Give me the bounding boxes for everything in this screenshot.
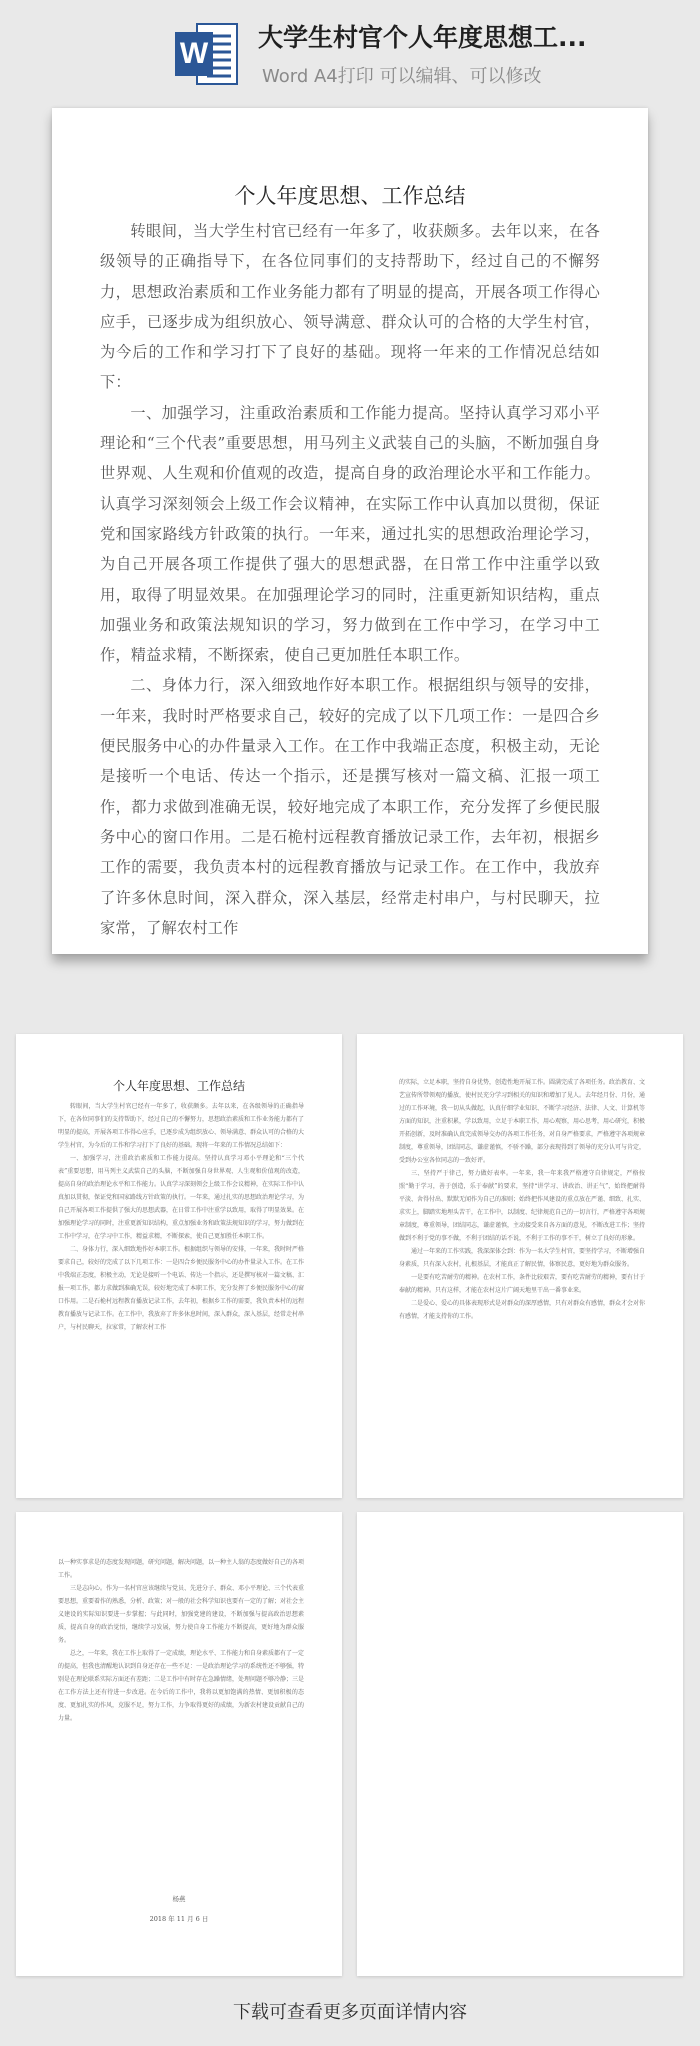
document-subtitle: Word A4打印 可以编辑、可以修改 xyxy=(262,66,542,87)
word-icon xyxy=(175,20,239,88)
thumbnail-paragraph: 转眼间，当大学生村官已经有一年多了，收获颇多。去年以来，在各级领导的正确指导下，在各位同事们的支持帮助下，经过自己的不懈努力，思想政治素质和工作业务能力都有了明显的提高，开展各项工作得心应手，已逐步成为组织放心、领导满意、群众认可的合格的大学生村官，为今后的工作和学习打下了良好的基础。现将一年来的工作情况总结如下： xyxy=(58,1103,304,1149)
document-preview-page xyxy=(52,108,648,954)
header xyxy=(0,0,700,100)
thumbnail-text xyxy=(399,1076,645,1476)
thumbnail-text xyxy=(58,1100,304,1480)
thumbnail-paragraph: 二、身体力行，深入细致地作好本职工作。根据组织与领导的安排，一年来，我时时严格要求自己，较好的完成了以下几项工作：一是四合乡便民服务中心的办件量录入工作。在工作中我端正态度，积极主动，无论是接听一个电话、传达一个指示，还是撰写核对一篇文稿、汇报一项工作，都力求做到准确无误，较好地完成了本职工作，充分发挥了乡便民服务中心的窗口作用。二是石桅村远程教育播放记录工作，去年初，根据乡工作的需要，我负责本村的远程教育播放与记录工作。在工作中，我放弃了许多休息时间，深入群众，深入基层，经常走村串户，与村民聊天，拉家常，了解农村工作 xyxy=(58,1246,304,1331)
page-title: 个人年度思想、工作总结 xyxy=(234,184,466,208)
signature-date: 2018 年 11 月 6 日 xyxy=(149,1915,209,1923)
page-thumbnail-1[interactable] xyxy=(16,1034,342,1498)
word-icon-letter: W xyxy=(179,37,209,70)
thumbnail-paragraph: 三、坚持严于律己，努力做好表率。一年来，我一年来我严格遵守自律规定，严格按照“勤于学习，善于创造，乐于奉献”的要求，坚持“讲学习、讲政治、讲正气”，始终把耐得平淡、舍得付出、默默无闻作为自己的准则；始终把作风建设的重点放在严谨、细致、扎实、求实上，脚踏实地埋头苦干，在工作中，以制度、纪律规范自己的一切言行，严格遵守各项规章制度，尊重领导，团结同志，谦虚谨慎，主动接受来自各方面的意见，不断改进工作；坚持做到不利于党的事不做，不利于团结的话不说，不利于工作的事不干，树立了良好的形象。 xyxy=(399,1170,645,1242)
thumbnail-paragraph: 一、加强学习，注重政治素质和工作能力提高。坚持认真学习邓小平理论和“三个代表”重要思想，用马列主义武装自己的头脑，不断加强自身世界观、人生观和价值观的改造，提高自身的政治理论水平和工作能力。认真学习深刻领会上级工作会议精神，在实际工作中认真加以贯彻，保证党和国家路线方针政策的执行。一年来，通过扎实的思想政治理论学习，为自己开展各项工作提供了强大的思想武器，在日常工作中注重学以致用，取得了明显效果。在加强理论学习的同时，注重更新知识结构，重点加强业务和政策法规知识的学习，努力做到在工作中学习，在学习中工作，精益求精，不断探索，使自己更加胜任本职工作。 xyxy=(58,1155,304,1240)
thumbnail-paragraph: 的实际，立足本职，坚持自身优势，创造性地开展工作。圆满完成了各项任务。政治教育、文艺宣传所带领观的播放，使村民充分学习到相关的知识和增加了见人。去年经月份、月份，通过的工作环境，我一切从头做起，认真仔细学业知识、不断学习经济、法律、人文、计算机等方面的知识，注重积累，学以致用，立足于本职工作，用心观察，用心思考，用心研究，积极开拓创新，及时准确认真完成领导交办的各项工作任务，对自身严格要求，严格遵守各项规章制度，尊重领导，团结同志，谦虚谨慎，不骄不躁，部分表现得到了领导的充分认可与肯定，受到办公室各位同志的一致好评。 xyxy=(399,1079,645,1164)
thumbnail-paragraph: 以一种实事求是的态度发现问题，研究问题，解决问题，以一种主人翁的态度做好自己的各项工作。 xyxy=(58,1559,304,1579)
paragraph: 转眼间，当大学生村官已经有一年多了，收获颇多。去年以来，在各级领导的正确指导下，在各位同事们的支持帮助下，经过自己的不懈努力，思想政治素质和工作业务能力都有了明显的提高，开展各项工作得心应手，已逐步成为组织放心、领导满意、群众认可的合格的大学生村官，为今后的工作和学习打下了良好的基础。现将一年来的工作情况总结如下： xyxy=(100,222,600,392)
page-thumbnail-2[interactable] xyxy=(357,1034,683,1498)
signature-name: 杨燕 xyxy=(172,1895,186,1903)
thumbnail-paragraph: 总之，一年来，我在工作上取得了一定成绩，理论水平、工作能力和自身素质都有了一定的提高，但我也清醒地认识到自身还存在一些不足：一是政治理论学习的系统性还不够强，特别是在理论联系实际方面还有差距；二是工作中有时存在急躁情绪，处理问题不够冷静；三是在工作方法上还有待进一步改进。在今后的工作中，我将以更加饱满的热情、更加积极的态度、更加扎实的作风，克服不足，努力工作，力争取得更好的成绩，为新农村建设贡献自己的力量。 xyxy=(58,1650,304,1722)
thumbnail-paragraph: 三是志向心。作为一名村官应该继续与党员、先进分子、群众、邓小平理论、三个代表重要思想，重要着作的熟悉，分析、政策；对一般的社会科学知识也要有一定的了解；对社会主义建设的实际知识要进一步掌握；与此同时，加强党建的建设，不断加强与提高政治思想素质，提高自身的政治觉悟，继续学习发展，努力使自身工作能力不断提高，更好地为群众服务。 xyxy=(58,1585,304,1644)
thumbnail-paragraph: 通过一年来的工作实践，我深深体会到：作为一名大学生村官，要坚持学习，不断增强自身素质，只有深入农村，扎根基层，才能真正了解民情，体察民意，更好地为群众服务。 xyxy=(399,1248,645,1268)
document-body xyxy=(100,216,600,943)
paragraph: 一、加强学习，注重政治素质和工作能力提高。坚持认真学习邓小平理论和“三个代表”重要思想，用马列主义武装自己的头脑，不断加强自身世界观、人生观和价值观的改造，提高自身的政治理论水平和工作能力。认真学习深刻领会上级工作会议精神，在实际工作中认真加以贯彻，保证党和国家路线方针政策的执行。一年来，通过扎实的思想政治理论学习，为自己开展各项工作提供了强大的思想武器，在日常工作中注重学以致用，取得了明显效果。在加强理论学习的同时，注重更新知识结构，重点加强业务和政策法规知识的学习，努力做到在工作中学习，在学习中工作，精益求精，不断探索，使自己更加胜任本职工作。 xyxy=(100,403,600,665)
thumbnail-text xyxy=(58,1556,304,1856)
document-title-heading: 大学生村官个人年度思想工... xyxy=(258,23,587,52)
paragraph: 二、身体力行，深入细致地作好本职工作。根据组织与领导的安排，一年来，我时时严格要求自己，较好的完成了以下几项工作：一是四合乡便民服务中心的办件量录入工作。在工作中我端正态度，积极主动，无论是接听一个电话、传达一个指示，还是撰写核对一篇文稿、汇报一项工作，都力求做到准确无误，较好地完成了本职工作，充分发挥了乡便民服务中心的窗口作用。二是石桅村远程教育播放记录工作，去年初，根据乡工作的需要，我负责本村的远程教育播放与记录工作。在工作中，我放弃了许多休息时间，深入群众，深入基层，经常走村串户，与村民聊天，拉家常，了解农村工作 xyxy=(100,676,600,937)
thumbnail-paragraph: 一是要有吃苦耐劳的精神。在农村工作，条件比较艰苦，要有吃苦耐劳的精神，要有甘于奉献的精神。只有这样，才能在农村这片广阔天地里干出一番事业来。 xyxy=(399,1274,645,1294)
page-thumbnail-3[interactable] xyxy=(16,1512,342,1976)
thumbnail-title: 个人年度思想、工作总结 xyxy=(112,1079,245,1093)
thumbnail-paragraph: 二是爱心、爱心的具体表现形式是对群众的深厚感情，只有对群众有感情，群众才会对你有感情，才能支持你的工作。 xyxy=(399,1300,645,1320)
more-pages-link[interactable]: 下载可查看更多页面详情内容 xyxy=(233,2002,467,2023)
page-thumbnail-4[interactable] xyxy=(357,1512,683,1976)
